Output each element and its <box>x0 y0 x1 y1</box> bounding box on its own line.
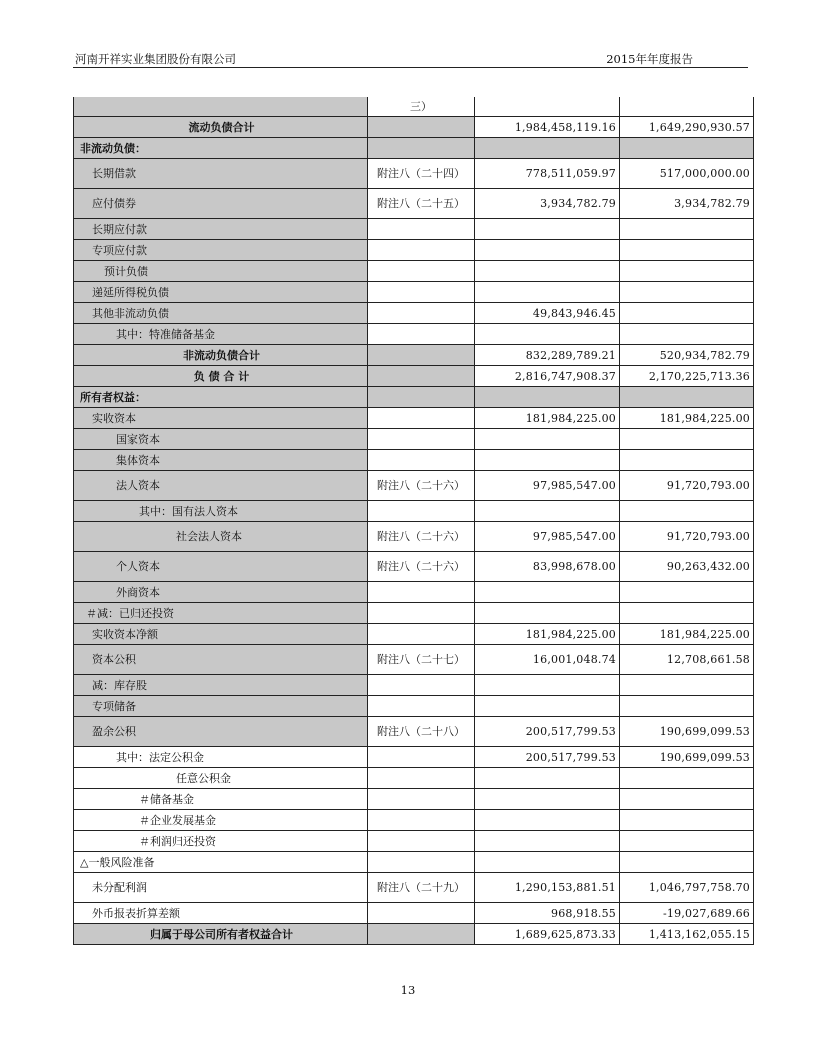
item-cell: 其中：法定公积金 <box>74 747 368 768</box>
table-row <box>74 768 754 789</box>
item-cell <box>74 97 368 117</box>
table-row <box>74 219 754 240</box>
note-cell <box>368 624 475 645</box>
prior-cell <box>620 675 754 696</box>
item-cell: 任意公积金 <box>74 768 368 789</box>
prior-cell: 517,000,000.00 <box>620 159 754 189</box>
note-cell <box>368 501 475 522</box>
note-cell <box>368 450 475 471</box>
prior-cell: 1,046,797,758.70 <box>620 873 754 903</box>
current-cell <box>475 603 620 624</box>
table-row <box>74 624 754 645</box>
prior-cell <box>620 768 754 789</box>
item-cell: 实收资本净额 <box>74 624 368 645</box>
item-cell: 未分配利润 <box>74 873 368 903</box>
header-report-title: 2015年年度报告 <box>606 52 693 66</box>
prior-cell <box>620 429 754 450</box>
note-cell <box>368 117 475 138</box>
note-cell: 附注八（二十六） <box>368 471 475 501</box>
note-cell <box>368 603 475 624</box>
prior-cell: 91,720,793.00 <box>620 471 754 501</box>
note-cell <box>368 675 475 696</box>
table-row <box>74 366 754 387</box>
table-row <box>74 903 754 924</box>
prior-cell <box>620 789 754 810</box>
note-cell <box>368 345 475 366</box>
item-cell: 外商资本 <box>74 582 368 603</box>
item-cell: 专项储备 <box>74 696 368 717</box>
table-row <box>74 240 754 261</box>
current-cell <box>475 219 620 240</box>
prior-cell: 181,984,225.00 <box>620 408 754 429</box>
note-cell <box>368 324 475 345</box>
table-row <box>74 645 754 675</box>
prior-cell: 91,720,793.00 <box>620 522 754 552</box>
table-row <box>74 603 754 624</box>
current-cell: 181,984,225.00 <box>475 624 620 645</box>
table-row <box>74 303 754 324</box>
prior-cell <box>620 219 754 240</box>
current-cell: 181,984,225.00 <box>475 408 620 429</box>
current-cell <box>475 696 620 717</box>
current-cell: 200,517,799.53 <box>475 717 620 747</box>
table-row <box>74 810 754 831</box>
current-cell: 200,517,799.53 <box>475 747 620 768</box>
prior-cell: -19,027,689.66 <box>620 903 754 924</box>
item-cell: 专项应付款 <box>74 240 368 261</box>
item-cell: ＃储备基金 <box>74 789 368 810</box>
current-cell: 83,998,678.00 <box>475 552 620 582</box>
current-cell: 832,289,789.21 <box>475 345 620 366</box>
note-cell: 附注八（二十八） <box>368 717 475 747</box>
current-cell: 1,290,153,881.51 <box>475 873 620 903</box>
item-cell: 流动负债合计 <box>74 117 368 138</box>
current-cell <box>475 789 620 810</box>
table-row <box>74 717 754 747</box>
item-cell: △一般风险准备 <box>74 852 368 873</box>
item-cell: 国家资本 <box>74 429 368 450</box>
table-row <box>74 747 754 768</box>
item-cell: 其中：国有法人资本 <box>74 501 368 522</box>
item-cell: 归属于母公司所有者权益合计 <box>74 924 368 945</box>
table-row <box>74 552 754 582</box>
prior-cell <box>620 240 754 261</box>
table-row <box>74 582 754 603</box>
item-cell: ＃利润归还投资 <box>74 831 368 852</box>
prior-cell: 1,649,290,930.57 <box>620 117 754 138</box>
prior-cell <box>620 603 754 624</box>
prior-cell <box>620 810 754 831</box>
header-company-name: 河南开祥实业集团股份有限公司 <box>75 52 236 66</box>
prior-cell: 520,934,782.79 <box>620 345 754 366</box>
current-cell: 3,934,782.79 <box>475 189 620 219</box>
prior-cell: 1,413,162,055.15 <box>620 924 754 945</box>
item-cell: 盈余公积 <box>74 717 368 747</box>
current-cell <box>475 282 620 303</box>
item-cell: ＃企业发展基金 <box>74 810 368 831</box>
table-row <box>74 852 754 873</box>
prior-cell <box>620 501 754 522</box>
table-row <box>74 282 754 303</box>
current-cell <box>475 810 620 831</box>
current-cell <box>475 582 620 603</box>
table-row <box>74 675 754 696</box>
note-cell <box>368 408 475 429</box>
prior-cell: 181,984,225.00 <box>620 624 754 645</box>
item-cell: 集体资本 <box>74 450 368 471</box>
note-cell <box>368 261 475 282</box>
current-cell: 1,689,625,873.33 <box>475 924 620 945</box>
current-cell: 968,918.55 <box>475 903 620 924</box>
table-row <box>74 117 754 138</box>
prior-cell <box>620 138 754 159</box>
note-cell <box>368 366 475 387</box>
table-row <box>74 501 754 522</box>
table-row <box>74 408 754 429</box>
note-cell <box>368 747 475 768</box>
item-cell: 长期应付款 <box>74 219 368 240</box>
item-cell: 递延所得税负债 <box>74 282 368 303</box>
prior-cell: 90,263,432.00 <box>620 552 754 582</box>
prior-cell <box>620 387 754 408</box>
prior-cell <box>620 324 754 345</box>
note-cell: 附注八（二十九） <box>368 873 475 903</box>
current-cell: 97,985,547.00 <box>475 522 620 552</box>
current-cell <box>475 831 620 852</box>
prior-cell: 190,699,099.53 <box>620 717 754 747</box>
current-cell <box>475 501 620 522</box>
note-cell <box>368 429 475 450</box>
table-row <box>74 450 754 471</box>
prior-cell: 3,934,782.79 <box>620 189 754 219</box>
note-cell: 附注八（二十六） <box>368 552 475 582</box>
item-cell: 资本公积 <box>74 645 368 675</box>
table-row <box>74 429 754 450</box>
item-cell: 非流动负债： <box>74 138 368 159</box>
current-cell <box>475 138 620 159</box>
note-cell <box>368 282 475 303</box>
table-row <box>74 873 754 903</box>
item-cell: 长期借款 <box>74 159 368 189</box>
note-cell <box>368 240 475 261</box>
item-cell: 其中：特准储备基金 <box>74 324 368 345</box>
note-cell <box>368 810 475 831</box>
prior-cell <box>620 282 754 303</box>
current-cell: 1,984,458,119.16 <box>475 117 620 138</box>
item-cell: 减：库存股 <box>74 675 368 696</box>
prior-cell <box>620 696 754 717</box>
note-cell <box>368 789 475 810</box>
prior-cell <box>620 582 754 603</box>
note-cell <box>368 303 475 324</box>
item-cell: 其他非流动负债 <box>74 303 368 324</box>
prior-cell: 12,708,661.58 <box>620 645 754 675</box>
item-cell: 负 债 合 计 <box>74 366 368 387</box>
table-row <box>74 97 754 117</box>
table-row <box>74 159 754 189</box>
prior-cell <box>620 831 754 852</box>
note-cell <box>368 219 475 240</box>
table-row <box>74 387 754 408</box>
current-cell: 778,511,059.97 <box>475 159 620 189</box>
table-row <box>74 924 754 945</box>
current-cell <box>475 450 620 471</box>
header-divider <box>73 67 748 68</box>
table-row <box>74 261 754 282</box>
table-row <box>74 789 754 810</box>
table-row <box>74 471 754 501</box>
note-cell <box>368 387 475 408</box>
item-cell: ＃减：已归还投资 <box>74 603 368 624</box>
current-cell <box>475 240 620 261</box>
note-cell <box>368 768 475 789</box>
note-cell <box>368 831 475 852</box>
item-cell: 个人资本 <box>74 552 368 582</box>
table-row <box>74 345 754 366</box>
prior-cell <box>620 97 754 117</box>
current-cell <box>475 261 620 282</box>
current-cell <box>475 387 620 408</box>
balance-sheet-table <box>73 97 754 945</box>
note-cell <box>368 582 475 603</box>
current-cell <box>475 324 620 345</box>
table-row <box>74 189 754 219</box>
current-cell <box>475 675 620 696</box>
current-cell: 16,001,048.74 <box>475 645 620 675</box>
item-cell: 所有者权益： <box>74 387 368 408</box>
prior-cell <box>620 450 754 471</box>
note-cell <box>368 852 475 873</box>
table-row <box>74 831 754 852</box>
table-row <box>74 138 754 159</box>
item-cell: 应付债券 <box>74 189 368 219</box>
item-cell: 社会法人资本 <box>74 522 368 552</box>
note-cell <box>368 903 475 924</box>
note-cell: 三） <box>368 97 475 117</box>
table-row <box>74 522 754 552</box>
item-cell: 法人资本 <box>74 471 368 501</box>
note-cell <box>368 924 475 945</box>
current-cell: 49,843,946.45 <box>475 303 620 324</box>
prior-cell <box>620 852 754 873</box>
note-cell <box>368 138 475 159</box>
item-cell: 实收资本 <box>74 408 368 429</box>
prior-cell <box>620 303 754 324</box>
note-cell: 附注八（二十四） <box>368 159 475 189</box>
current-cell <box>475 97 620 117</box>
current-cell <box>475 768 620 789</box>
note-cell: 附注八（二十七） <box>368 645 475 675</box>
note-cell: 附注八（二十六） <box>368 522 475 552</box>
page-number: 13 <box>400 983 416 997</box>
note-cell <box>368 696 475 717</box>
table-row <box>74 324 754 345</box>
item-cell: 预计负债 <box>74 261 368 282</box>
prior-cell <box>620 261 754 282</box>
item-cell: 外币报表折算差额 <box>74 903 368 924</box>
prior-cell: 2,170,225,713.36 <box>620 366 754 387</box>
current-cell <box>475 429 620 450</box>
prior-cell: 190,699,099.53 <box>620 747 754 768</box>
item-cell: 非流动负债合计 <box>74 345 368 366</box>
current-cell <box>475 852 620 873</box>
table-row <box>74 696 754 717</box>
current-cell: 2,816,747,908.37 <box>475 366 620 387</box>
current-cell: 97,985,547.00 <box>475 471 620 501</box>
note-cell: 附注八（二十五） <box>368 189 475 219</box>
